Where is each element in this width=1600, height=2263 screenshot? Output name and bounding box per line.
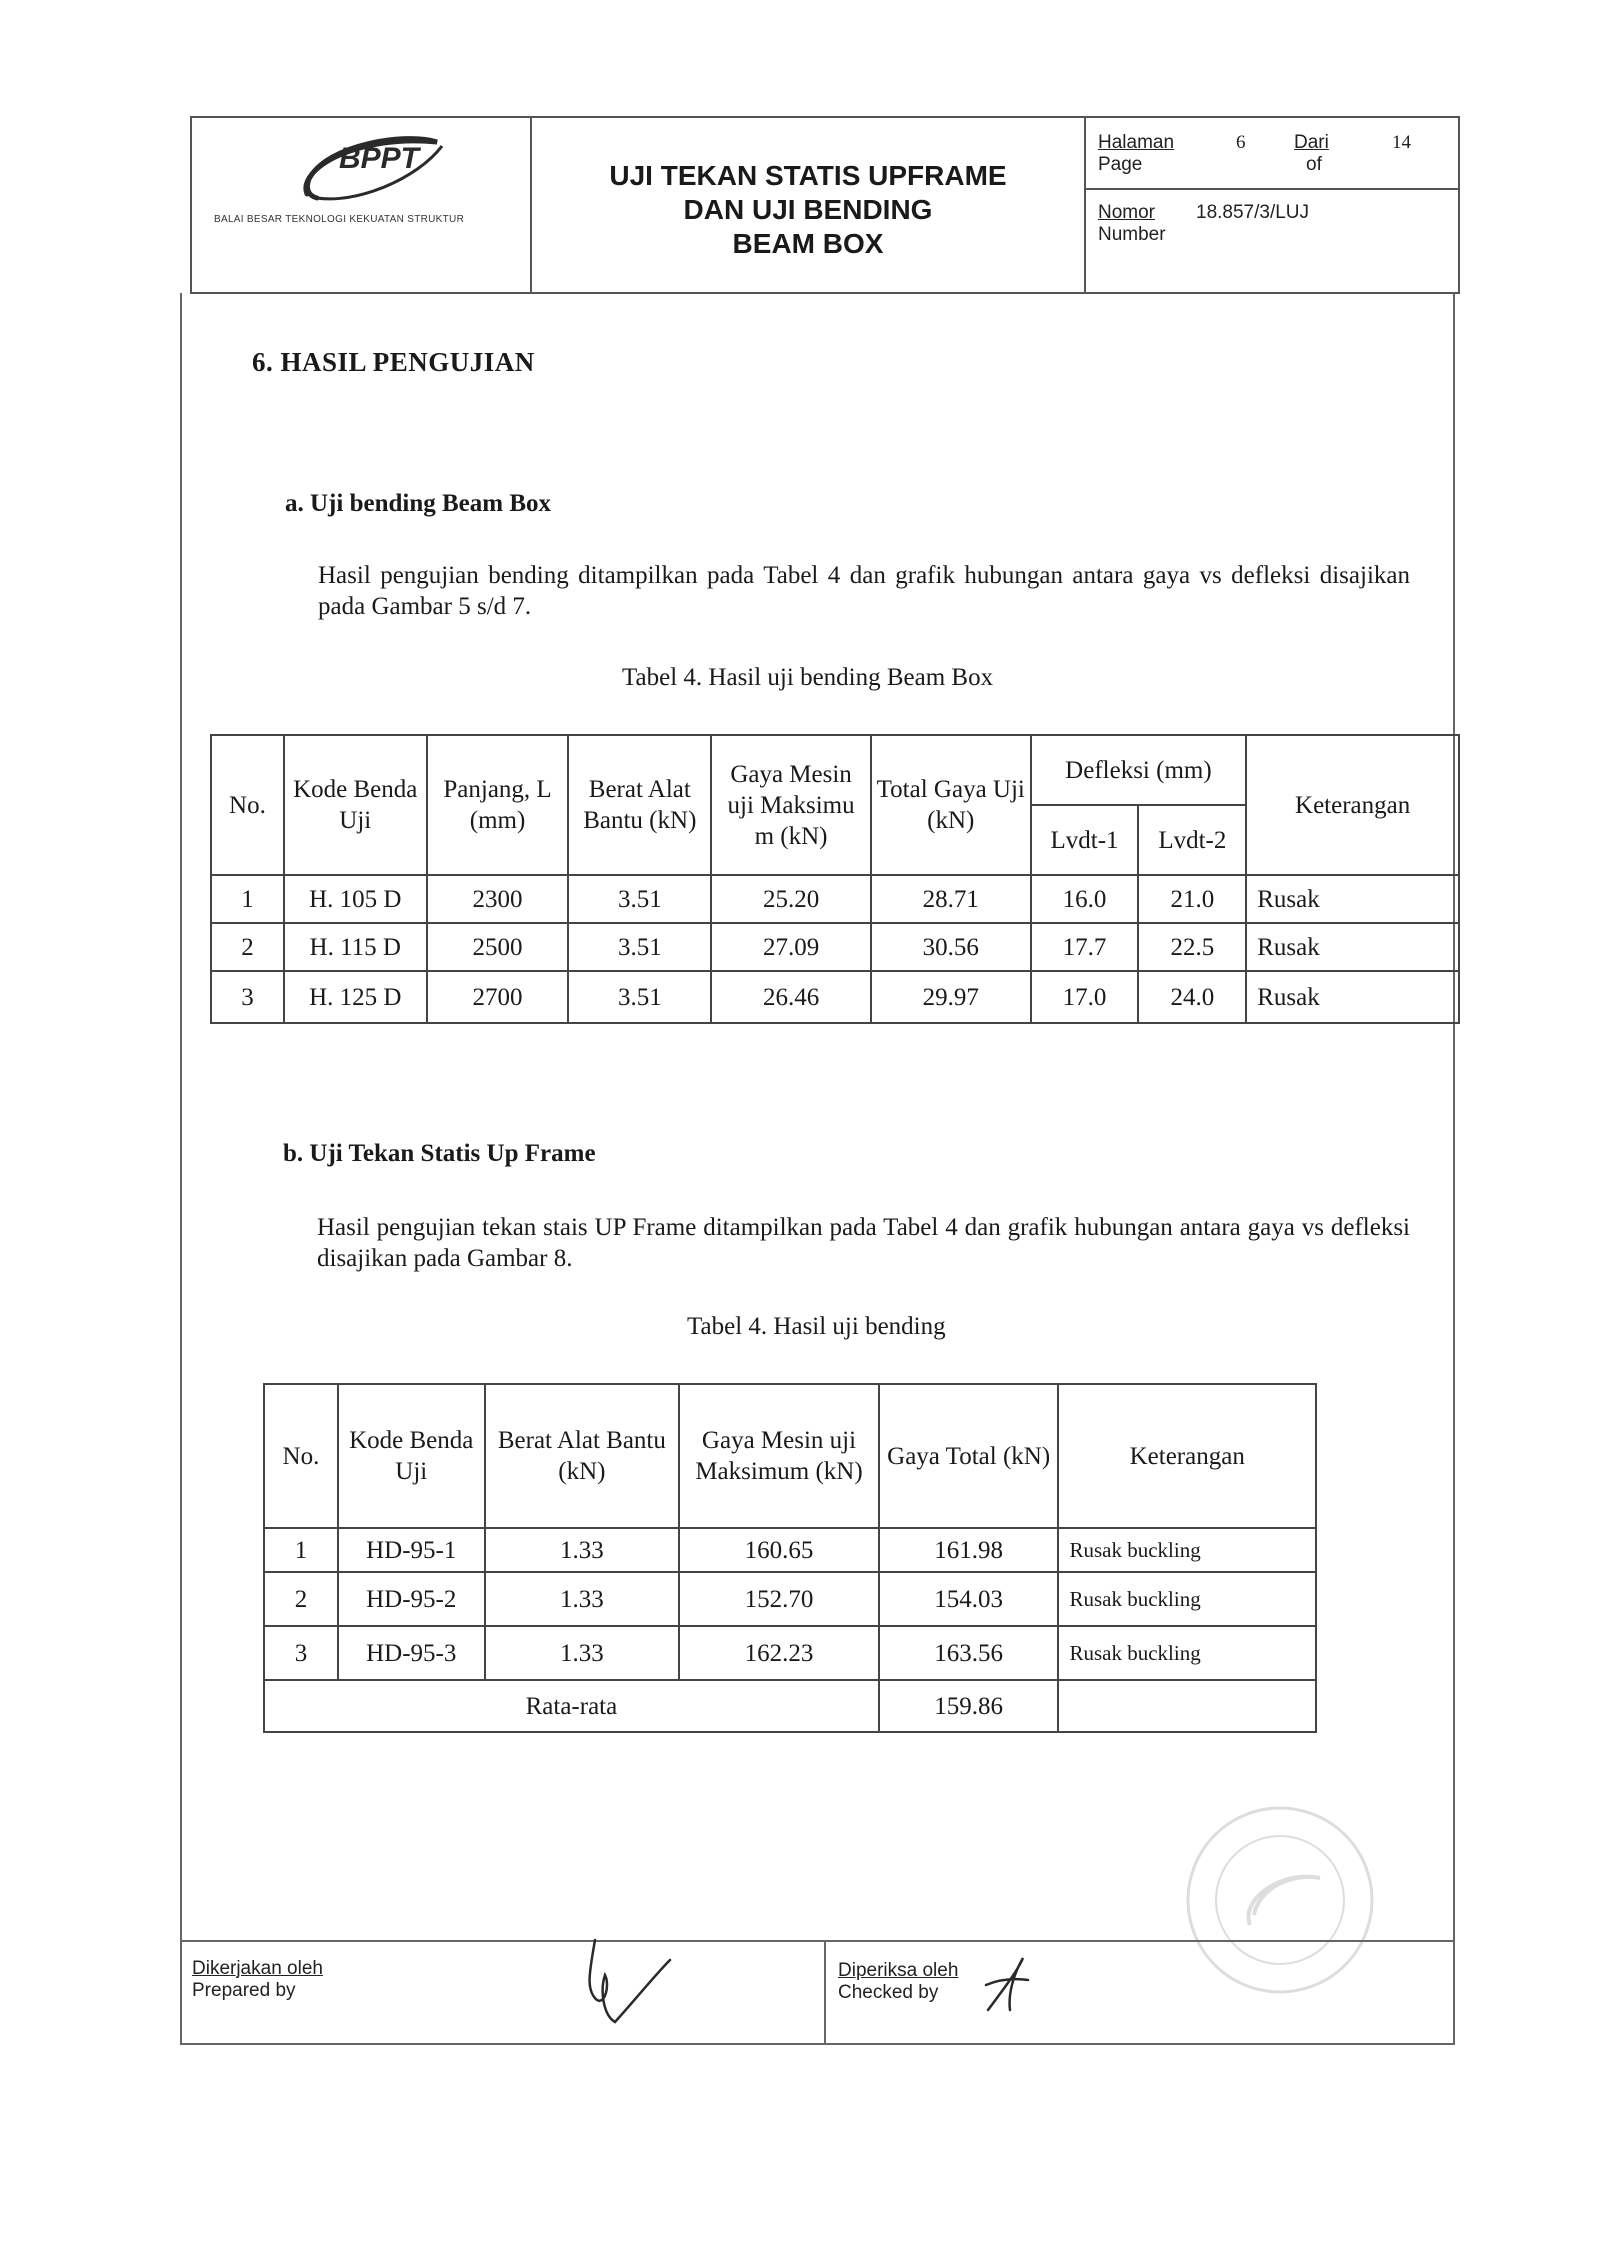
title-line-1: UJI TEKAN STATIS UPFRAME [609,160,1007,191]
cell-panjang: 2700 [427,971,569,1023]
document-title [532,118,1084,292]
average-empty [1058,1680,1316,1732]
cell-berat: 1.33 [485,1572,680,1626]
cell-lvdt-1: 16.0 [1031,875,1139,923]
cell-berat: 3.51 [568,875,711,923]
cell-kode: HD-95-2 [338,1572,485,1626]
halaman-label: Halaman [1098,132,1175,153]
cell-berat: 1.33 [485,1528,680,1572]
number-label: Number [1098,224,1166,245]
official-stamp-icon [1180,1800,1380,2000]
cell-no: 3 [264,1626,338,1680]
doc-number: 18.857/3/LUJ [1196,202,1310,223]
cell-lvdt-2: 22.5 [1138,923,1246,971]
cell-total: 30.56 [871,923,1031,971]
prepared-label-id: Dikerjakan oleh [192,1958,323,1979]
col-panjang: Panjang, L (mm) [427,735,569,875]
total-pages: 14 [1392,132,1411,153]
prepared-signature-icon [575,1930,685,2030]
cell-no: 1 [211,875,284,923]
bppt-logo-icon [287,124,457,214]
cell-no: 1 [264,1528,338,1572]
up-frame-table [263,1383,1317,1733]
cell-kode: HD-95-3 [338,1626,485,1680]
col-kode: Kode Benda Uji [284,735,427,875]
of-label: of [1306,154,1322,175]
cell-kode: H. 115 D [284,923,427,971]
cell-total: 161.98 [879,1528,1059,1572]
checked-signature-icon [978,1950,1038,2020]
checked-by-label [838,1960,958,2004]
cell-no: 2 [264,1572,338,1626]
cell-lvdt-2: 21.0 [1138,875,1246,923]
prepared-label-en: Prepared by [192,1980,296,2001]
page-info [1086,118,1458,292]
average-value: 159.86 [879,1680,1059,1732]
cell-total: 29.97 [871,971,1031,1023]
cell-keterangan: Rusak [1246,875,1459,923]
average-label: Rata-rata [264,1680,879,1732]
table-row [264,1626,1316,1680]
cell-no: 3 [211,971,284,1023]
cell-panjang: 2300 [427,875,569,923]
cell-berat: 3.51 [568,971,711,1023]
logo-text: BPPT [339,142,420,175]
cell-no: 2 [211,923,284,971]
cell-berat: 1.33 [485,1626,680,1680]
body-frame [180,293,1455,2045]
col-kode: Kode Benda Uji [338,1384,485,1528]
cell-total: 163.56 [879,1626,1059,1680]
cell-berat: 3.51 [568,923,711,971]
cell-gaya: 160.65 [679,1528,879,1572]
title-line-2: DAN UJI BENDING [683,194,933,225]
cell-gaya: 27.09 [711,923,871,971]
logo-cell [192,118,532,292]
footer-divider [180,1940,1455,1942]
cell-total: 28.71 [871,875,1031,923]
table-4b-caption: Tabel 4. Hasil uji bending [687,1313,946,1340]
beam-box-table [210,734,1460,1024]
title-line-3: BEAM BOX [732,228,884,259]
page-label: Page [1098,154,1143,175]
part-b-paragraph: Hasil pengujian tekan stais UP Frame ditampilkan pada Tabel 4 dan grafik hubungan antara gaya vs defleksi disajikan pada Gambar 8. [317,1214,1410,1272]
part-a-heading: a. Uji bending Beam Box [285,490,552,517]
col-berat: Berat Alat Bantu (kN) [568,735,711,875]
table-row [264,1528,1316,1572]
col-berat: Berat Alat Bantu (kN) [485,1384,680,1528]
cell-kode: HD-95-1 [338,1528,485,1572]
cell-gaya: 152.70 [679,1572,879,1626]
col-total: Total Gaya Uji (kN) [871,735,1031,875]
cell-lvdt-1: 17.0 [1031,971,1139,1023]
table-row [264,1572,1316,1626]
cell-kode: H. 125 D [284,971,427,1023]
part-a-paragraph: Hasil pengujian bending ditampilkan pada Tabel 4 dan grafik hubungan antara gaya vs defleksi disajikan pada Gambar 5 s/d 7. [318,562,1410,620]
checked-label-en: Checked by [838,1982,939,2003]
prepared-by-label [192,1958,323,2002]
cell-total: 154.03 [879,1572,1059,1626]
col-defleksi: Defleksi (mm) [1031,735,1247,805]
part-b-heading: b. Uji Tekan Statis Up Frame [283,1140,596,1167]
cell-lvdt-1: 17.7 [1031,923,1139,971]
col-gaya-mesin: Gaya Mesin uji Maksimum (kN) [679,1384,879,1528]
section-heading: 6. HASIL PENGUJIAN [252,347,535,377]
page-number: 6 [1236,132,1246,153]
cell-gaya: 26.46 [711,971,871,1023]
cell-gaya: 162.23 [679,1626,879,1680]
col-keterangan: Keterangan [1246,735,1459,875]
dari-label: Dari [1294,132,1329,153]
cell-kode: H. 105 D [284,875,427,923]
nomor-label: Nomor [1098,202,1156,223]
checked-label-id: Diperiksa oleh [838,1960,959,1981]
table-row [211,923,1459,971]
cell-keterangan: Rusak buckling [1058,1626,1316,1680]
col-no: No. [211,735,284,875]
col-no: No. [264,1384,338,1528]
org-name: BALAI BESAR TEKNOLOGI KEKUATAN STRUKTUR [214,214,465,225]
cell-keterangan: Rusak buckling [1058,1572,1316,1626]
table-4-caption: Tabel 4. Hasil uji bending Beam Box [622,664,994,691]
cell-panjang: 2500 [427,923,569,971]
cell-keterangan: Rusak [1246,923,1459,971]
col-total: Gaya Total (kN) [879,1384,1059,1528]
col-gaya-mesin: Gaya Mesin uji Maksimu m (kN) [711,735,871,875]
cell-keterangan: Rusak [1246,971,1459,1023]
col-lvdt-2: Lvdt-2 [1138,805,1246,875]
cell-keterangan: Rusak buckling [1058,1528,1316,1572]
table-row [211,971,1459,1023]
average-row [264,1680,1316,1732]
col-lvdt-1: Lvdt-1 [1031,805,1139,875]
cell-lvdt-2: 24.0 [1138,971,1246,1023]
col-keterangan: Keterangan [1058,1384,1316,1528]
table-row [211,875,1459,923]
cell-gaya: 25.20 [711,875,871,923]
footer-divider [824,1940,826,2045]
